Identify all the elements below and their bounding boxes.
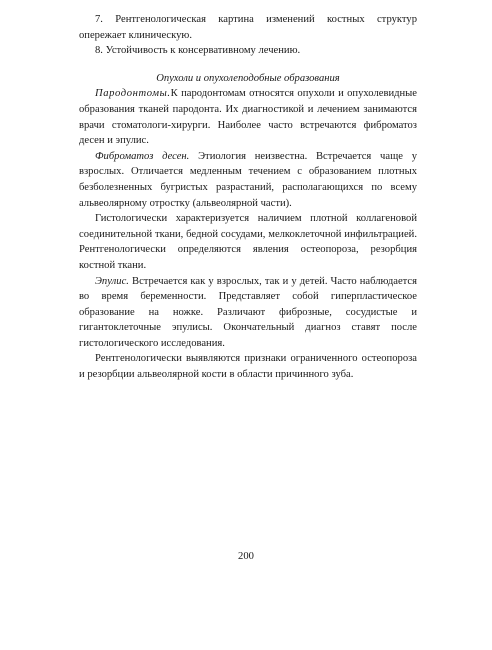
term-parodontomas: Пародонтомы.	[95, 88, 171, 100]
paragraph-text: Гистологически характеризуется наличием плотной коллагеновой соединительной ткани, бедной сосудами, мелкоклеточной инфильтрацией. Рентгенологически определяются явления остеопороза, резорбция костной ткани.	[79, 213, 417, 271]
term-fibromatosis: Фиброматоз десен.	[95, 150, 190, 162]
page-number: 200	[238, 551, 254, 562]
section-heading: Опухоли и опухолеподобные образования	[156, 72, 340, 84]
list-item-7: 7. Рентгенологическая картина изменений костных структур опережает клиническую.	[79, 14, 417, 41]
paragraph-radiology	[79, 351, 417, 382]
paragraph-text: К пародонтомам относятся опухоли и опухолевидные образования тканей пародонта. Их диагностикой и лечением занимаются врачи стоматологи-хирурги. Наиболее часто встречаются фиброматоз десен и эпулис.	[79, 88, 417, 147]
page-text	[79, 12, 417, 383]
paragraph-text: Рентгенологически выявляются признаки ограниченного остеопороза и резорбции альвеолярной кости в области причинного зуба.	[79, 353, 417, 381]
term-epulis: Эпулис.	[95, 275, 129, 287]
paragraph-text: Встречается как у взрослых, так и у детей. Часто наблюдается во время беременности. Представляет собой гиперпластическое образование на ножке. Различают фиброзные, сосудистые и гигантоклеточные эпулисы. Окончательный диагноз ставят после гистологического исследования.	[79, 275, 417, 349]
paragraph-parodontomas	[79, 86, 417, 148]
paragraph-epulis	[79, 274, 417, 352]
paragraph-fibromatosis	[79, 149, 417, 211]
list-item-8: 8. Устойчивость к консервативному лечению.	[95, 45, 301, 57]
paragraph-histology	[79, 211, 417, 273]
paragraph-text: Этиология неизвестна. Встречается чаще у взрослых. Отличается медленным течением с образованием плотных безболезненных бугристых разрастаний, располагающихся по всему альвеолярному отростку (альвеолярной части).	[79, 150, 417, 209]
